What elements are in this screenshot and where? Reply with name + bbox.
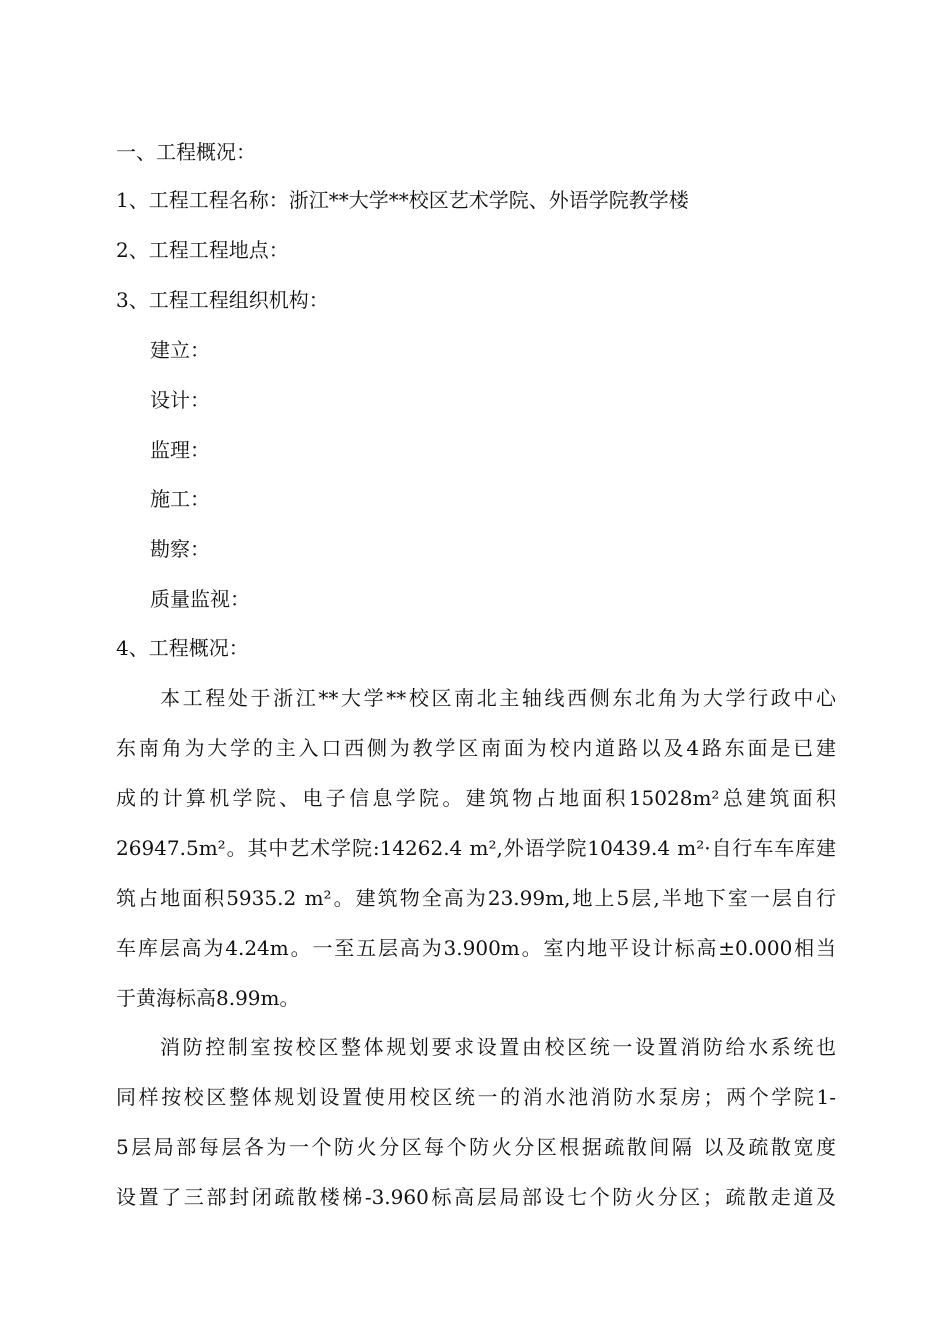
org-role-construction: 建立： [150, 338, 210, 362]
overview-paragraph [116, 686, 836, 1036]
project-name-item: 1、工程工程名称：浙江**大学**校区艺术学院、外语学院教学楼 [116, 188, 689, 212]
project-location-item: 2、工程工程地点： [116, 238, 289, 262]
fire-protection-paragraph [116, 1035, 836, 1235]
section-heading: 一、工程概况： [116, 140, 256, 164]
paragraph-line: 本工程处于浙江**大学**校区南北主轴线西侧东北角为大学行政中心 [160, 686, 836, 710]
paragraph-line: 东南角为大学的主入口西侧为教学区南面为校内道路以及4路东面是已建 [116, 736, 836, 760]
paragraph-line: 5层局部每层各为一个防火分区每个防火分区根据疏散间隔 以及疏散宽度 [116, 1135, 836, 1159]
org-role-survey: 勘察： [150, 537, 210, 561]
paragraph-line: 设置了三部封闭疏散楼梯-3.960标高层局部设七个防火分区；疏散走道及 [116, 1185, 836, 1209]
paragraph-line: 成的计算机学院、电子信息学院。建筑物占地面积15028m²总建筑面积 [116, 786, 836, 810]
org-role-contractor: 施工： [150, 487, 210, 511]
org-role-supervision: 监理： [150, 438, 210, 462]
paragraph-line: 车库层高为4.24m。一至五层高为3.900m。室内地平设计标高±0.000相当 [116, 936, 836, 960]
paragraph-line: 26947.5m²。其中艺术学院:14262.4 m²,外语学院10439.4 m²·自行车车库建 [116, 836, 836, 860]
paragraph-line: 于黄海标高8.99m。 [116, 986, 300, 1010]
paragraph-line: 消防控制室按校区整体规划要求设置由校区统一设置消防给水系统也 [160, 1035, 836, 1059]
project-overview-item: 4、工程概况： [116, 636, 249, 660]
org-role-quality-supervision: 质量监视： [150, 587, 250, 611]
project-organization-item: 3、工程工程组织机构： [116, 288, 329, 312]
paragraph-line: 筑占地面积5935.2 m²。建筑物全高为23.99m,地上5层,半地下室一层自行 [116, 886, 836, 910]
paragraph-line: 同样按校区整体规划设置使用校区统一的消水池消防水泵房；两个学院1- [116, 1085, 836, 1109]
org-role-design: 设计： [150, 388, 210, 412]
